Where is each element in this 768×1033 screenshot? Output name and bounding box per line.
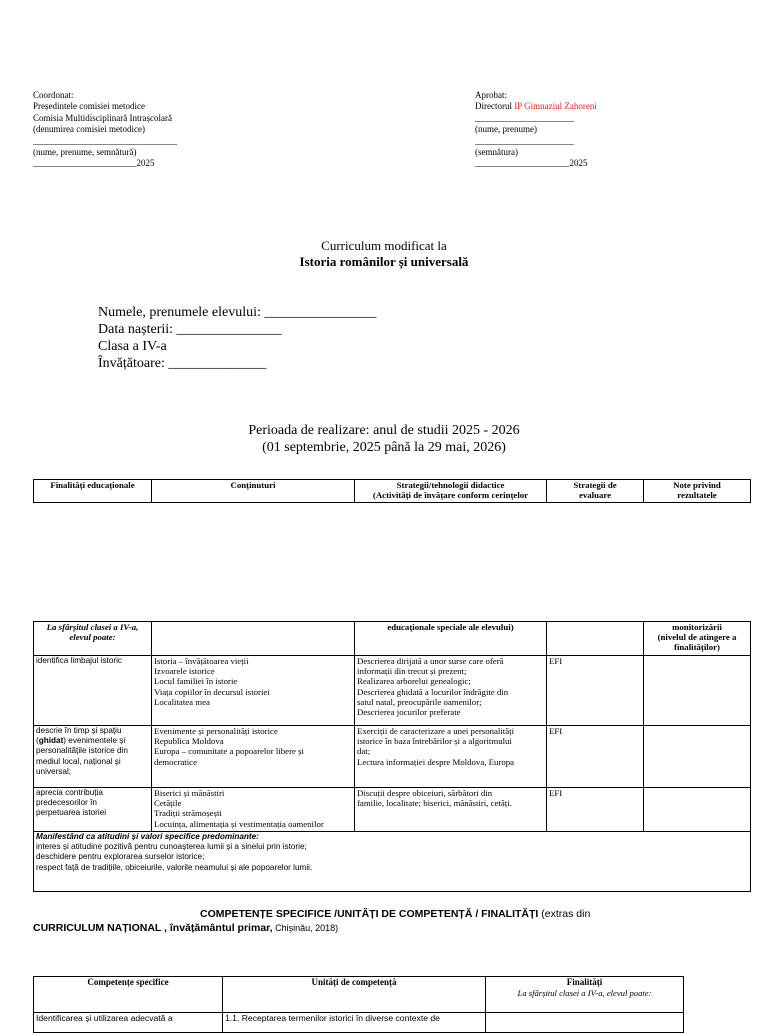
head-finalitati-cont: La sfârșitul clasei a IV-a, elevul poate: bbox=[34, 622, 152, 656]
attitudes-row bbox=[34, 832, 751, 892]
attitudes-title: Manifestând ca atitudini și valori specifice predominante: bbox=[36, 832, 259, 841]
cell-evaluare: EFI bbox=[547, 788, 644, 832]
cell-continuturi: Istoria – învățătoarea vieții Izvoarele istorice Locul familiei în istorie Viața copiilor în decursul istoriei Localitatea mea bbox=[152, 656, 355, 726]
head-evaluare-cont bbox=[547, 622, 644, 656]
coordination-block bbox=[33, 90, 177, 170]
date-line: _______________________2025 bbox=[33, 158, 155, 169]
header-continuturi: Conținuturi bbox=[152, 480, 355, 503]
period-line-1: Perioada de realizare: anul de studii 2025 - 2026 bbox=[248, 423, 520, 438]
student-teacher: Învățătoare: ______________ bbox=[98, 356, 267, 371]
head-continuturi-cont bbox=[152, 622, 355, 656]
date-line: _____________________2025 bbox=[475, 158, 588, 169]
student-info bbox=[98, 304, 376, 372]
cell-unitate: 1.1. Receptarea termenilor istorici în diverse contexte de bbox=[223, 1013, 486, 1033]
table-row bbox=[34, 1013, 684, 1033]
table-row bbox=[34, 726, 751, 788]
school-name: IP Gimnaziul Zahoreni bbox=[514, 101, 597, 112]
student-class: Clasa a IV-a bbox=[98, 339, 167, 354]
signature-caption: (semnătura) bbox=[475, 147, 518, 158]
name-line: ______________________ bbox=[475, 112, 574, 123]
head-note-cont: monitorizării (nivelul de atingere a finalităților) bbox=[644, 622, 751, 656]
cell-finalitate: descrie în timp și spațiu (ghidat) evenimentele și personalitățile istorice din mediul local, național și universal; bbox=[34, 726, 152, 788]
cell-continuturi: Evenimente și personalități istorice Republica Moldova Europa – comunitate a popoarelor libere și democratice bbox=[152, 726, 355, 788]
header-note: Note privind rezultatele bbox=[644, 480, 751, 503]
cell-note bbox=[644, 726, 751, 788]
commission-caption: (denumirea comisiei metodice) bbox=[33, 124, 145, 135]
coordination-role: Președintele comisiei metodice bbox=[33, 101, 145, 112]
attitudes-cell bbox=[34, 832, 751, 892]
director-label: Directorul bbox=[475, 101, 515, 112]
approval-block bbox=[475, 90, 597, 170]
attitude-item: deschidere pentru explorarea surselor istorice; bbox=[36, 852, 205, 862]
signature-line: ________________________________ bbox=[33, 135, 177, 146]
attitude-item: respect față de tradițiile, obiceiurile, valorile neamului și ale popoarelor lumii. bbox=[36, 862, 313, 872]
student-name: Numele, prenumele elevului: ________________ bbox=[98, 305, 377, 320]
cell-finalitate-comp bbox=[486, 1013, 684, 1033]
cell-strategii: Descrierea dirijată a unor surse care oferă informații din trecut și prezent; Realizarea arborelui genealogic; Descrierea ghidată a locurilor îndrăgite din satul natal, preocupările oamenilor; Descrierea jocurilor preferate bbox=[355, 656, 547, 726]
student-birth: Data nașterii: _______________ bbox=[98, 322, 282, 337]
header-evaluare: Strategii de evaluare bbox=[547, 480, 644, 503]
commission-name: Comisia Multidisciplinară Intrașcolară bbox=[33, 112, 172, 123]
header-finalitati-comp: Finalități La sfârșitul clasei a IV-a, elevul poate: bbox=[486, 977, 684, 1013]
header-competente: Competențe specifice bbox=[34, 977, 223, 1013]
plan-table-header bbox=[33, 479, 751, 503]
competences-heading: COMPETENȚE SPECIFICE /UNITĂȚI DE COMPETENȚĂ / FINALITĂȚI (extras din CURRICULUM NAȚIONAL , învățământul primar, Chișinău, 2018) bbox=[33, 908, 591, 934]
attitude-item: interes și atitudine pozitivă pentru cunoașterea lumii și a sinelui prin istorie; bbox=[36, 842, 307, 852]
table-row bbox=[34, 788, 751, 832]
header-strategii: Strategii/tehnologii didactice (Activități de învățare conform cerințelor bbox=[355, 480, 547, 503]
document-title bbox=[0, 238, 768, 270]
cell-finalitate: identifica limbajul istoric bbox=[34, 656, 152, 726]
head-strategii-cont: educaționale speciale ale elevului) bbox=[355, 622, 547, 656]
cell-strategii: Discuții despre obiceiuri, sărbători din familie, localitate; biserici, mănăstiri, cetăți. bbox=[355, 788, 547, 832]
signature-caption: (nume, prenume, semnătură) bbox=[33, 147, 137, 158]
header-unitati: Unități de competență bbox=[223, 977, 486, 1013]
header-finalitati: Finalități educaționale bbox=[34, 480, 152, 503]
plan-table bbox=[33, 621, 751, 892]
cell-note bbox=[644, 788, 751, 832]
cell-note bbox=[644, 656, 751, 726]
cell-strategii: Exerciții de caracterizare a unei personalități istorice în baza întrebărilor și a algoritmului dat; Lectura informației despre Moldova, Europa bbox=[355, 726, 547, 788]
cell-evaluare: EFI bbox=[547, 726, 644, 788]
director-line bbox=[475, 101, 597, 112]
coordination-label: Coordonat: bbox=[33, 90, 74, 100]
period-line-2: (01 septembrie, 2025 până la 29 mai, 2026) bbox=[262, 439, 506, 455]
cell-evaluare: EFI bbox=[547, 656, 644, 726]
competences-table bbox=[33, 976, 684, 1033]
title-line-1: Curriculum modificat la bbox=[321, 238, 447, 253]
period-block bbox=[0, 423, 768, 456]
cell-continuturi: Biserici și mănăstiri Cetățile Tradiții strămoșești Locuința, alimentația și vestimentația oamenilor bbox=[152, 788, 355, 832]
cell-competenta: Identificarea și utilizarea adecvată a bbox=[34, 1013, 223, 1033]
table-row bbox=[34, 656, 751, 726]
signature-line: ______________________ bbox=[475, 135, 574, 146]
cell-finalitate: aprecia contribuția predecesorilor în perpetuarea istoriei bbox=[34, 788, 152, 832]
approval-label: Aprobat: bbox=[475, 90, 507, 100]
name-caption: (nume, prenume) bbox=[475, 124, 537, 135]
title-line-2: Istoria românilor și universală bbox=[299, 254, 469, 269]
